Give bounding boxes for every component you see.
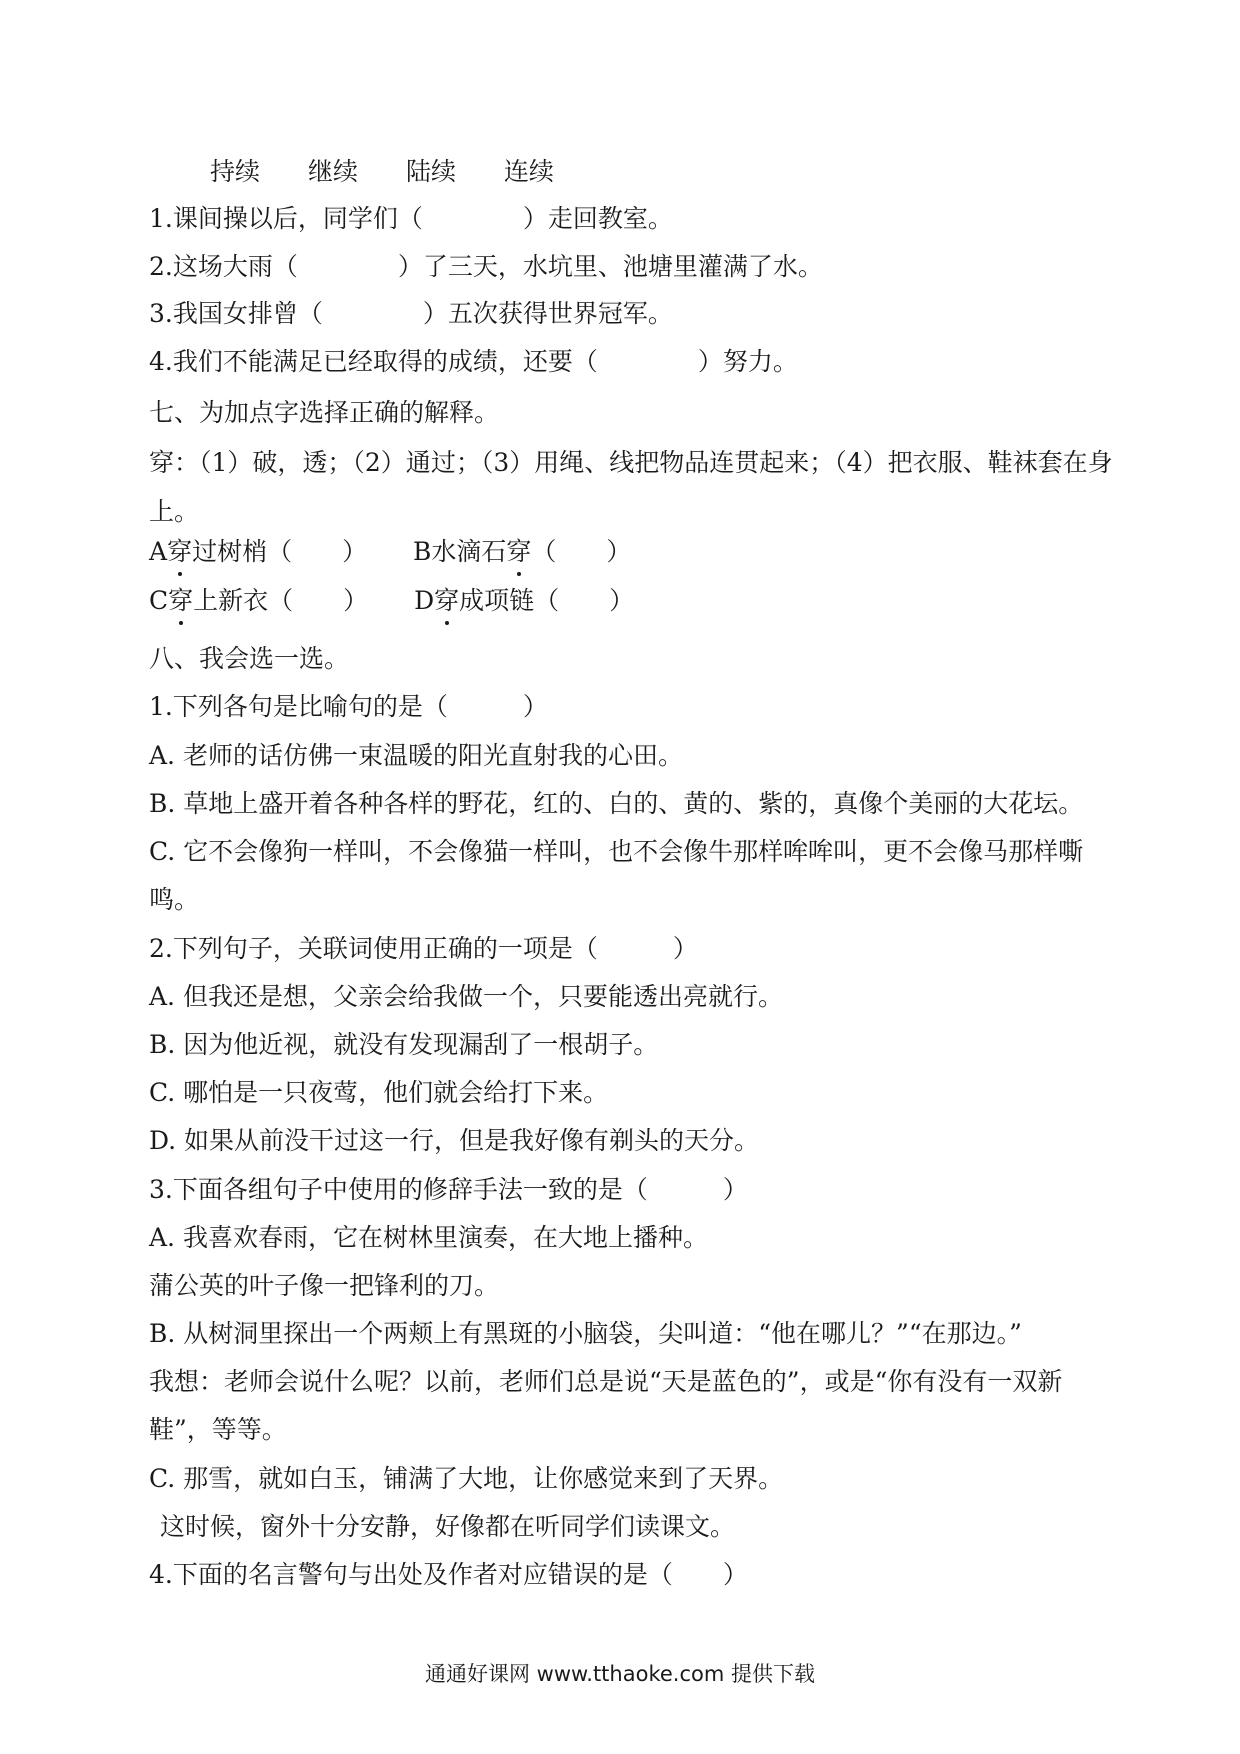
answer-option: 我想：老师会说什么呢？以前，老师们总是说“天是蓝色的”，或是“你有没有一双新 (149, 1367, 1063, 1396)
answer-option: A. 但我还是想，父亲会给我做一个，只要能透出亮就行。 (149, 982, 783, 1011)
dotted-char: 穿 (167, 537, 193, 566)
definition-line: 穿：（1）破，透；（2）通过；（3）用绳、线把物品连贯起来；（4）把衣服、鞋袜套在身 (149, 448, 1113, 477)
definition-line: 上。 (149, 497, 200, 526)
answer-option: 蒲公英的叶子像一把锋利的刀。 (149, 1271, 500, 1300)
option-a: A穿过树梢（ ） (149, 537, 368, 566)
word-bank-item: 连续 (503, 157, 554, 186)
dotted-char: 穿 (434, 586, 460, 615)
dotted-char: 穿 (168, 586, 194, 615)
page-footer: 通通好课网 www.tthaoke.com 提供下载 (425, 1662, 815, 1686)
option-c: C穿上新衣（ ） (149, 586, 369, 615)
answer-option: D. 如果从前没干过这一行，但是我好像有剃头的天分。 (149, 1126, 760, 1155)
answer-option: C. 它不会像狗一样叫，不会像猫一样叫，也不会像牛那样哞哞叫，更不会像马那样嘶 (149, 837, 1084, 866)
fill-question-4: 4.我们不能满足已经取得的成绩，还要（ ）努力。 (149, 347, 798, 376)
dotted-char: 穿 (506, 537, 532, 566)
question-line: 3.下面各组句子中使用的修辞手法一致的是（ ） (149, 1175, 748, 1204)
answer-option: B. 从树洞里探出一个两颊上有黑斑的小脑袋，尖叫道：“他在哪儿？”“在那边。” (149, 1319, 1022, 1348)
word-bank-item: 持续 (210, 157, 261, 186)
choice-row-cd (149, 585, 1120, 617)
answer-option: C. 那雪，就如白玉，铺满了大地，让你感觉来到了天界。 (149, 1464, 784, 1493)
option-d: D穿成项链（ ） (414, 586, 635, 615)
fill-question-3: 3.我国女排曾（ ）五次获得世界冠军。 (149, 299, 673, 328)
choice-row-ab (149, 536, 1120, 568)
word-bank-item: 继续 (307, 157, 358, 186)
section-8-title: 八、我会选一选。 (149, 644, 350, 673)
question-line: 1.下列各句是比喻句的是（ ） (149, 692, 548, 721)
answer-option: 鸣。 (149, 885, 200, 914)
section-7-title: 七、为加点字选择正确的解释。 (149, 398, 500, 427)
answer-option: C. 哪怕是一只夜莺，他们就会给打下来。 (149, 1078, 609, 1107)
answer-option: B. 草地上盛开着各种各样的野花，红的、白的、黄的、紫的，真像个美丽的大花坛。 (149, 789, 1084, 818)
answer-option: B. 因为他近视，就没有发现漏刮了一根胡子。 (149, 1030, 659, 1059)
fill-question-1: 1.课间操以后，同学们（ ）走回教室。 (149, 204, 673, 233)
fill-question-2: 2.这场大雨（ ）了三天，水坑里、池塘里灌满了水。 (149, 252, 823, 281)
word-bank (210, 156, 1120, 188)
word-bank-item: 陆续 (405, 157, 456, 186)
answer-option: A. 我喜欢春雨，它在树林里演奏，在大地上播种。 (149, 1223, 708, 1252)
answer-option: A. 老师的话仿佛一束温暖的阳光直射我的心田。 (149, 741, 683, 770)
question-line: 4.下面的名言警句与出处及作者对应错误的是（ ） (149, 1560, 748, 1589)
answer-option: 鞋”，等等。 (149, 1415, 287, 1444)
option-b: B水滴石穿（ ） (413, 537, 632, 566)
answer-option: 这时候，窗外十分安静，好像都在听同学们读课文。 (160, 1512, 736, 1541)
question-line: 2.下列句子，关联词使用正确的一项是（ ） (149, 934, 698, 963)
